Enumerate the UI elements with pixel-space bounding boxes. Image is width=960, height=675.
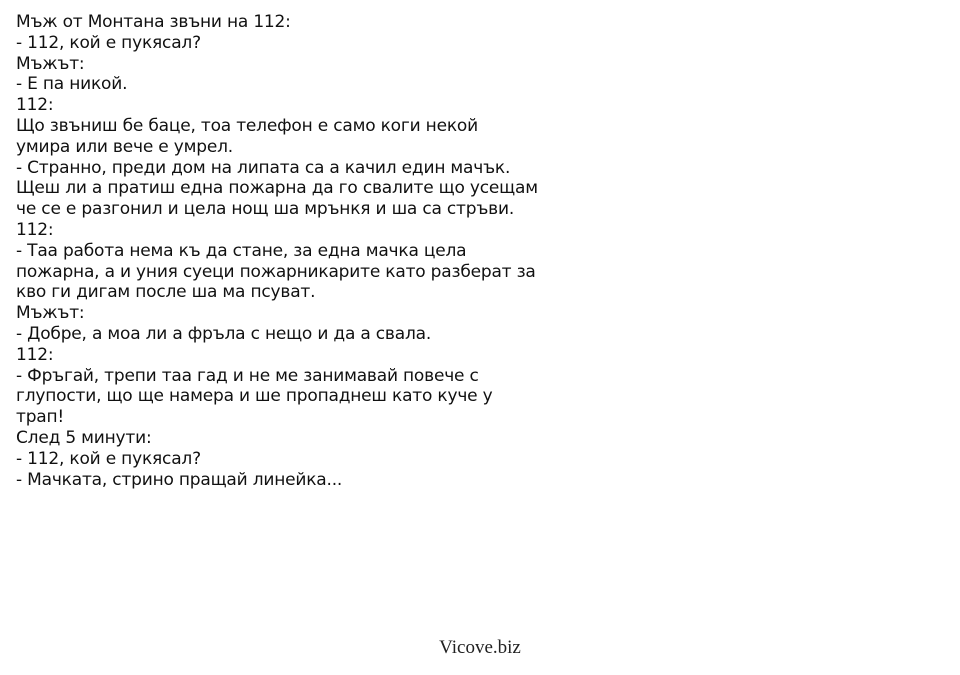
joke-line: 112:: [16, 95, 54, 116]
joke-line: трап!: [16, 407, 65, 428]
joke-line: - 112, кой е пукясал?: [16, 32, 201, 53]
joke-line: че се е разгонил и цела нощ ша мрънкя и ша са стръви.: [16, 199, 515, 220]
joke-line: Що звъниш бе баце, тоа телефон е само коги некой: [16, 115, 478, 136]
joke-line: - 112, кой е пукясал?: [16, 448, 201, 469]
joke-line: Мъж от Монтана звъни на 112:: [16, 12, 291, 32]
joke-line: 112:: [16, 344, 54, 365]
joke-line: След 5 минути:: [16, 427, 152, 448]
site-watermark: Vicove.biz: [439, 637, 521, 658]
joke-line: Мъжът:: [16, 53, 85, 74]
joke-line: кво ги дигам после ша ма псуват.: [16, 282, 316, 303]
joke-line: - Добре, а моа ли а фръла с нещо и да а свала.: [16, 323, 432, 344]
joke-line: - Е па никой.: [16, 74, 128, 95]
joke-line: - Таа работа нема къ да стане, за една мачка цела: [16, 240, 467, 261]
joke-line: умира или вече е умрел.: [16, 136, 233, 157]
joke-text: [16, 12, 616, 490]
joke-line: пожарна, а и уния суеци пожарникарите като разберат за: [16, 261, 536, 282]
joke-line: 112:: [16, 219, 54, 240]
joke-line: - Фръгай, трепи таа гад и не ме занимавай повече с: [16, 365, 479, 386]
joke-line: глупости, що ще намера и ше пропаднеш като куче у: [16, 386, 493, 407]
joke-line: - Странно, преди дом на липата са а качил един мачък.: [16, 157, 511, 178]
joke-line: Мъжът:: [16, 303, 85, 324]
joke-line: - Мачката, стрино пращай линейка...: [16, 469, 343, 490]
joke-line: Щеш ли а пратиш една пожарна да го свалите що усещам: [16, 178, 538, 199]
